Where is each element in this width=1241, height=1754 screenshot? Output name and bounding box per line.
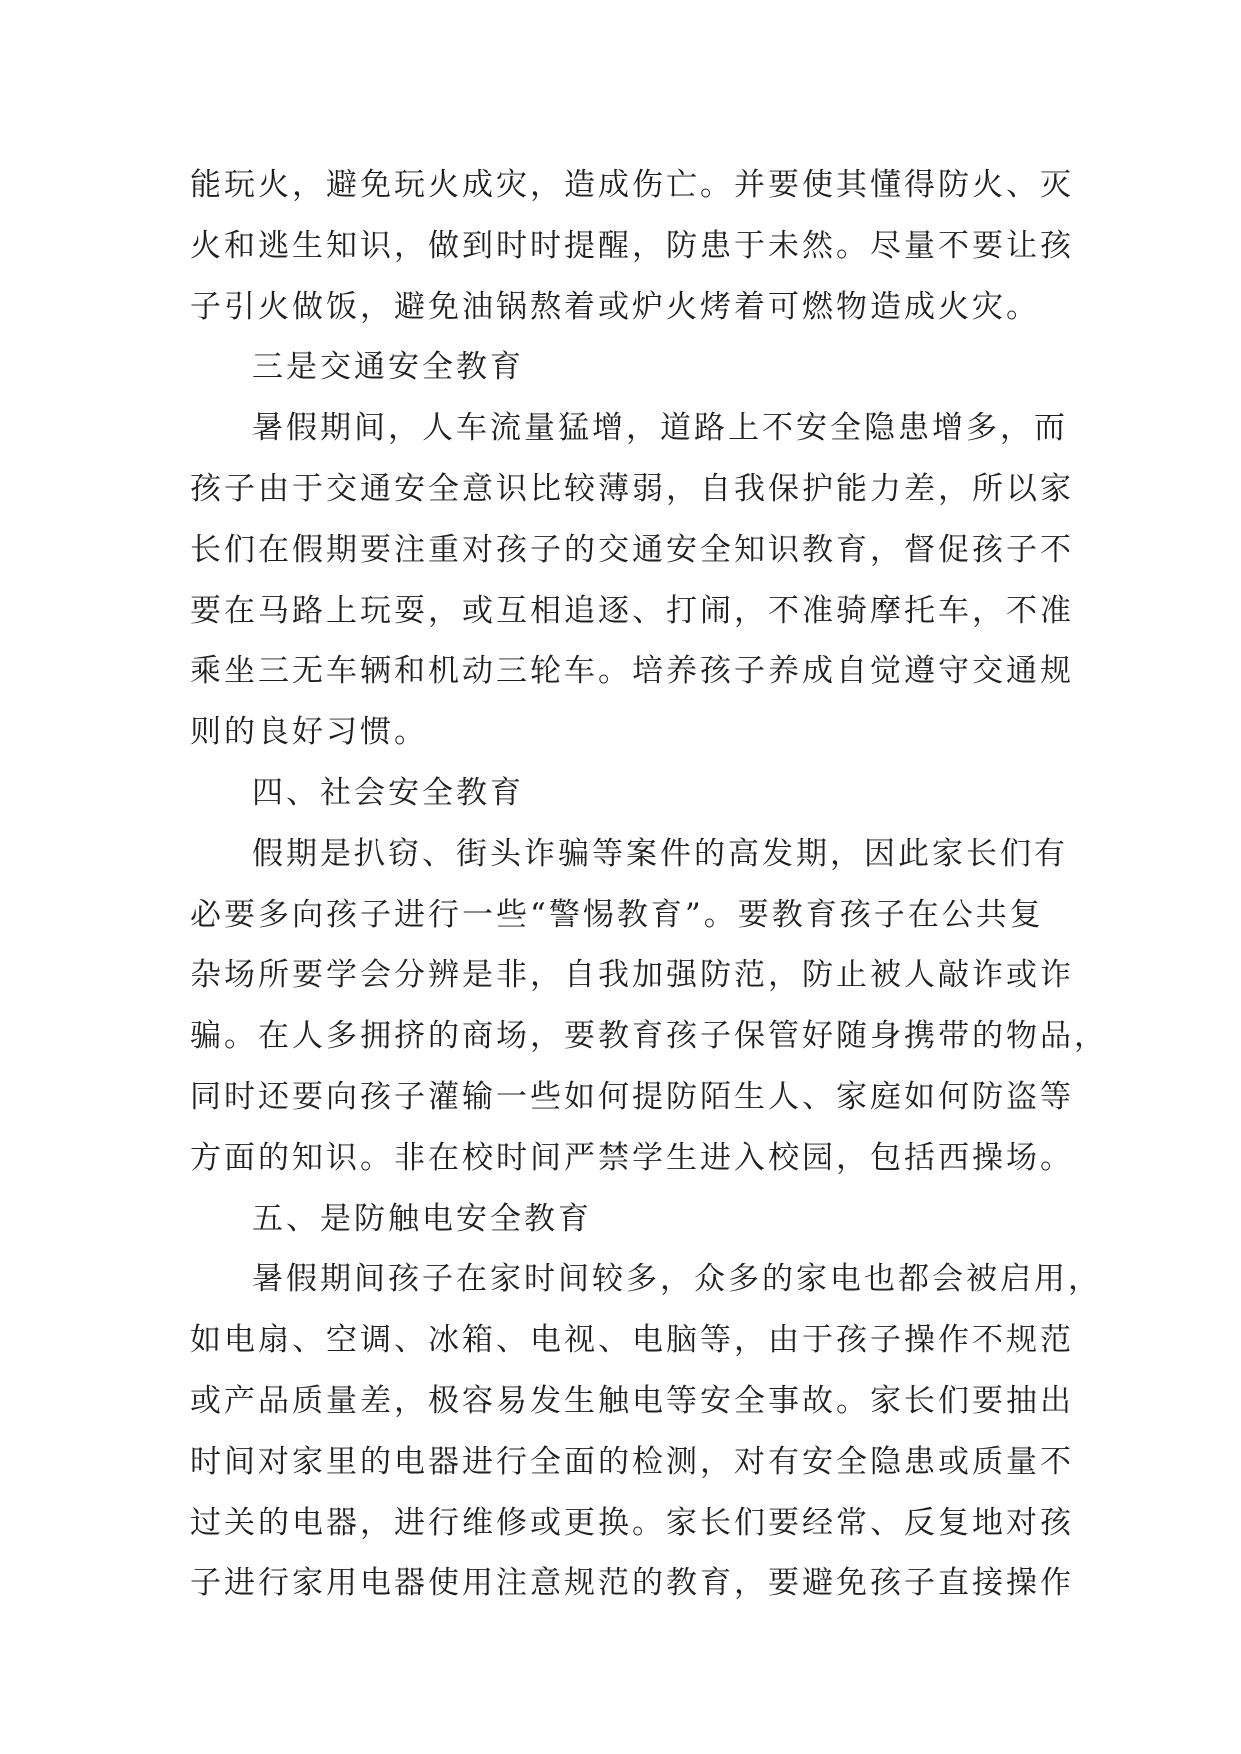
paragraph-line-indented: 暑假期间孩子在家时间较多，众多的家电也都会被启用， (252, 1261, 1102, 1298)
paragraph-line: 子引火做饭，避免油锅熬着或炉火烤着可燃物造成火灾。 (190, 288, 1040, 325)
paragraph-line: 或产品质量差，极容易发生触电等安全事故。家长们要抽出 (190, 1382, 1074, 1419)
paragraph-line: 如电扇、空调、冰箱、电视、电脑等，由于孩子操作不规范 (190, 1322, 1074, 1359)
paragraph-line: 过关的电器，进行维修或更换。家长们要经常、反复地对孩 (190, 1504, 1074, 1541)
paragraph-line: 骗。在人多拥挤的商场，要教育孩子保管好随身携带的物品， (190, 1018, 1108, 1055)
paragraph-line: 时间对家里的电器进行全面的检测，对有安全隐患或质量不 (190, 1443, 1074, 1480)
document-body (190, 155, 1108, 1614)
paragraph-line: 长们在假期要注重对孩子的交通安全知识教育，督促孩子不 (190, 531, 1074, 568)
paragraph-line-indented: 四、社会安全教育 (252, 774, 524, 811)
paragraph-line: 同时还要向孩子灌输一些如何提防陌生人、家庭如何防盗等 (190, 1078, 1074, 1115)
paragraph-line: 火和逃生知识，做到时时提醒，防患于未然。尽量不要让孩 (190, 227, 1074, 264)
paragraph-line: 必要多向孩子进行一些“警惕教育”。要教育孩子在公共复 (190, 896, 1044, 933)
paragraph-line: 能玩火，避免玩火成灾，造成伤亡。并要使其懂得防火、灭 (190, 167, 1074, 203)
paragraph-line: 则的良好习惯。 (190, 714, 428, 751)
paragraph-line: 孩子由于交通安全意识比较薄弱，自我保护能力差，所以家 (190, 470, 1074, 507)
paragraph-line: 方面的知识。非在校时间严禁学生进入校园，包括西操场。 (190, 1139, 1074, 1176)
paragraph-line-indented: 三是交通安全教育 (252, 349, 524, 386)
paragraph-line: 乘坐三无车辆和机动三轮车。培养孩子养成自觉遵守交通规 (190, 653, 1074, 690)
paragraph-line: 子进行家用电器使用注意规范的教育，要避免孩子直接操作 (190, 1565, 1074, 1602)
paragraph-line: 要在马路上玩耍，或互相追逐、打闹，不准骑摩托车，不准 (190, 592, 1074, 629)
paragraph-line-indented: 暑假期间，人车流量猛增，道路上不安全隐患增多，而 (252, 410, 1068, 447)
paragraph-line: 杂场所要学会分辨是非，自我加强防范，防止被人敲诈或诈 (190, 957, 1074, 994)
paragraph-line-indented: 五、是防触电安全教育 (252, 1200, 592, 1237)
paragraph-line-indented: 假期是扒窃、街头诈骗等案件的高发期，因此家长们有 (252, 835, 1068, 872)
